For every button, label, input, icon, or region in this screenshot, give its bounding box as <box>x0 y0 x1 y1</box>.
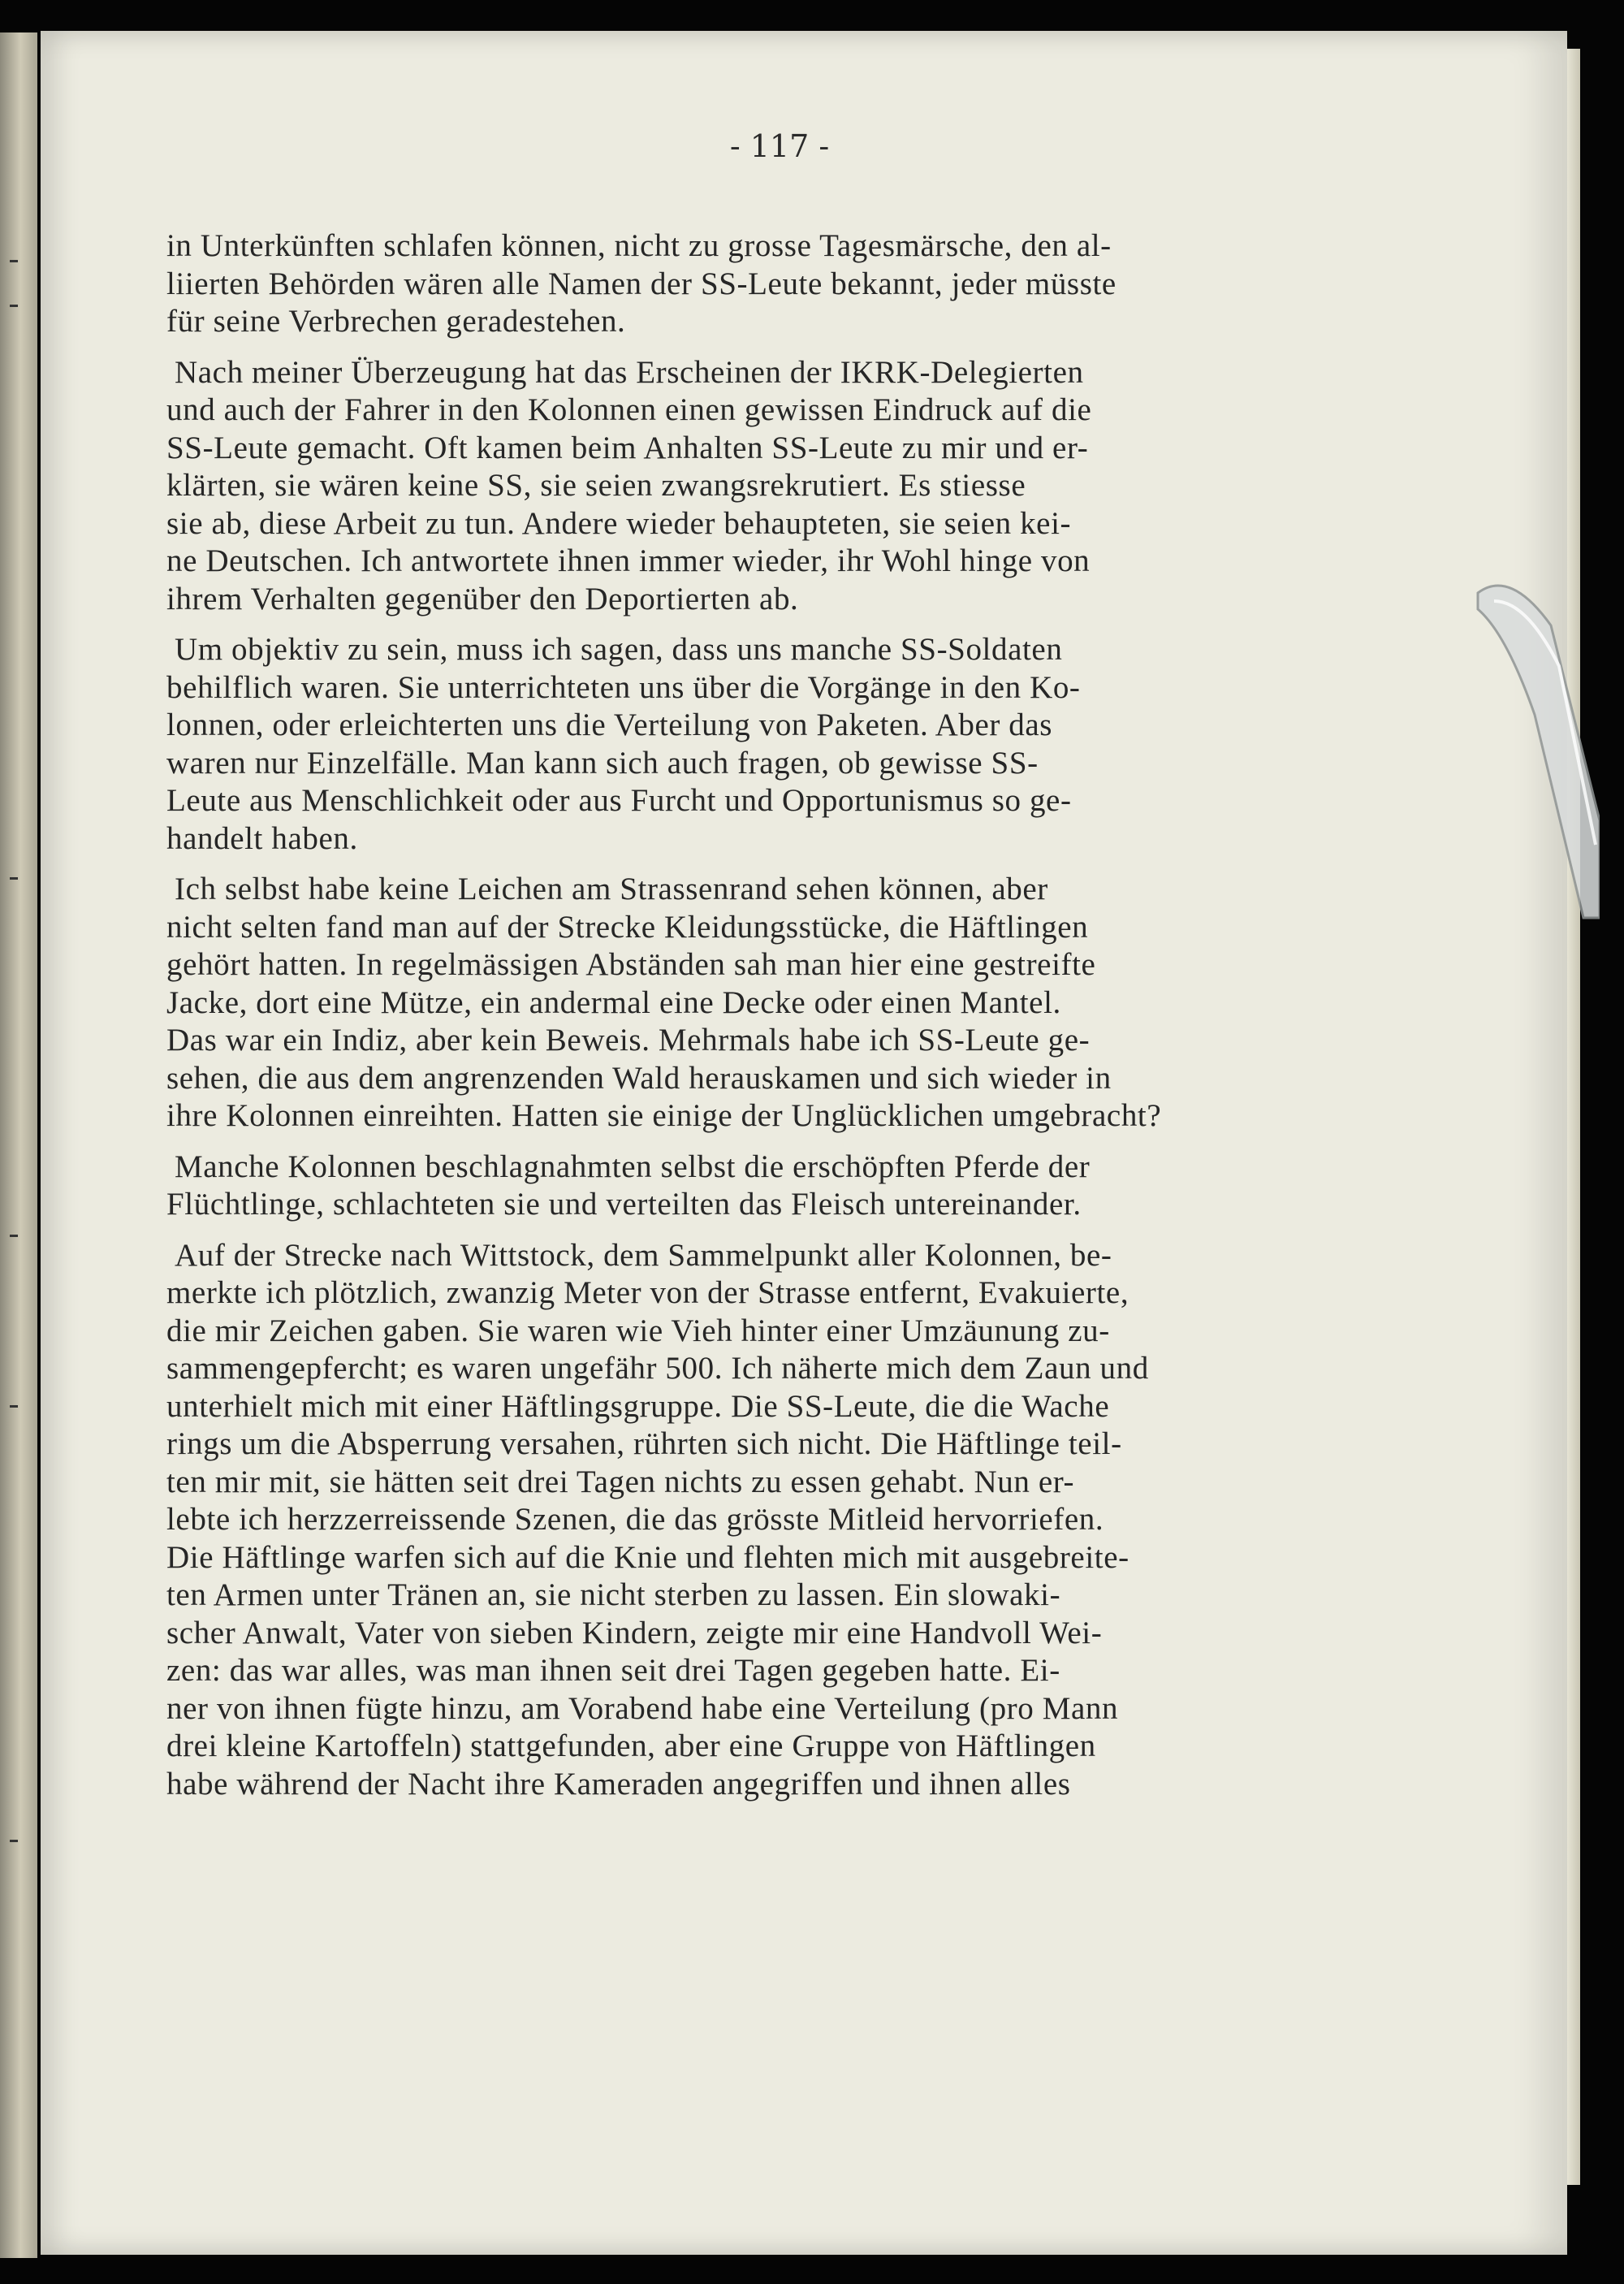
text-line: Ich selbst habe keine Leichen am Strassenrand sehen können, aber <box>175 872 1048 906</box>
text-line: ten mir mit, sie hätten seit drei Tagen nichts zu essen gehabt. Nun er- <box>166 1464 1075 1499</box>
text-line: handelt haben. <box>166 820 358 856</box>
text-line: Die Häftlinge warfen sich auf die Knie und flehten mich mit ausgebreite- <box>166 1539 1129 1575</box>
paragraph-6 <box>166 1237 1384 1804</box>
text-line: klärten, sie wären keine SS, sie seien zwangsrekrutiert. Es stiesse <box>166 468 1026 503</box>
text-line: scher Anwalt, Vater von sieben Kindern, zeigte mir eine Handvoll Wei- <box>166 1615 1103 1650</box>
text-line: Nach meiner Überzeugung hat das Erscheinen der IKRK-Delegierten <box>175 354 1084 390</box>
paragraph-4 <box>166 871 1384 1136</box>
text-line: Manche Kolonnen beschlagnahmten selbst die erschöpften Pferde der <box>175 1148 1091 1184</box>
text-line: Das war ein Indiz, aber kein Beweis. Mehrmals habe ich SS-Leute ge- <box>166 1023 1091 1058</box>
text-line: merkte ich plötzlich, zwanzig Meter von der Strasse entfernt, Evakuierte, <box>166 1275 1129 1310</box>
margin-mark <box>10 260 18 262</box>
text-line: ten Armen unter Tränen an, sie nicht sterben zu lassen. Ein slowaki- <box>166 1577 1061 1612</box>
body-text <box>166 227 1384 1816</box>
text-line: die mir Zeichen gaben. Sie waren wie Vieh hinter einer Umzäunung zu- <box>166 1313 1110 1348</box>
tweezers-tool <box>1462 577 1600 934</box>
text-line: liierten Behörden wären alle Namen der SS-Leute bekannt, jeder müsste <box>166 266 1116 301</box>
margin-mark <box>10 1840 18 1842</box>
facing-page-edge <box>0 32 37 2258</box>
text-line: habe während der Nacht ihre Kameraden angegriffen und ihnen alles <box>166 1766 1071 1802</box>
text-line: Flüchtlinge, schlachteten sie und verteilten das Fleisch untereinander. <box>166 1187 1082 1222</box>
paragraph-1 <box>166 227 1384 341</box>
text-line: sehen, die aus dem angrenzenden Wald herauskamen und sich wieder in <box>166 1060 1112 1096</box>
margin-mark <box>10 1235 18 1237</box>
text-line: lonnen, oder erleichterten uns die Verteilung von Paketen. Aber das <box>166 707 1053 742</box>
text-line: und auch der Fahrer in den Kolonnen einen gewissen Eindruck auf die <box>166 392 1092 427</box>
text-line: Auf der Strecke nach Wittstock, dem Sammelpunkt aller Kolonnen, be- <box>175 1237 1112 1273</box>
text-line: unterhielt mich mit einer Häftlingsgruppe. Die SS-Leute, die die Wache <box>166 1388 1110 1424</box>
margin-mark <box>10 1405 18 1408</box>
paragraph-2 <box>166 354 1384 619</box>
text-line: waren nur Einzelfälle. Man kann sich auch fragen, ob gewisse SS- <box>166 745 1039 781</box>
text-line: ihrem Verhalten gegenüber den Deportierten ab. <box>166 581 799 616</box>
text-line: Um objektiv zu sein, muss ich sagen, dass uns manche SS-Soldaten <box>175 632 1063 667</box>
text-line: drei kleine Kartoffeln) stattgefunden, aber eine Gruppe von Häftlingen <box>166 1728 1096 1763</box>
text-line: sie ab, diese Arbeit zu tun. Andere wieder behaupteten, sie seien kei- <box>166 505 1072 541</box>
text-line: behilflich waren. Sie unterrichteten uns über die Vorgänge in den Ko- <box>166 669 1081 705</box>
text-line: zen: das war alles, was man ihnen seit drei Tagen gegeben hatte. Ei- <box>166 1653 1060 1688</box>
text-line: in Unterkünften schlafen können, nicht zu grosse Tagesmärsche, den al- <box>166 228 1112 263</box>
margin-mark <box>10 877 18 880</box>
text-line: sammengepfercht; es waren ungefähr 500. Ich näherte mich dem Zaun und <box>166 1351 1149 1386</box>
paragraph-5 <box>166 1148 1384 1224</box>
text-line: lebte ich herzzerreissende Szenen, die das grösste Mitleid hervorriefen. <box>166 1502 1104 1537</box>
text-line: Leute aus Menschlichkeit oder aus Furcht und Opportunismus so ge- <box>166 783 1072 818</box>
text-line: Jacke, dort eine Mütze, ein andermal eine Decke oder einen Mantel. <box>166 984 1061 1020</box>
paragraph-3 <box>166 631 1384 858</box>
text-line: gehört hatten. In regelmässigen Abständen sah man hier eine gestreifte <box>166 947 1096 982</box>
text-line: ihre Kolonnen einreihten. Hatten sie einige der Unglücklichen umgebracht? <box>166 1098 1162 1133</box>
text-line: SS-Leute gemacht. Oft kamen beim Anhalten SS-Leute zu mir und er- <box>166 430 1089 465</box>
tweezers-shape <box>1478 586 1600 918</box>
text-line: für seine Verbrechen geradestehen. <box>166 304 626 339</box>
text-line: ne Deutschen. Ich antwortete ihnen immer wieder, ihr Wohl hinge von <box>166 543 1091 578</box>
text-line: ner von ihnen fügte hinzu, am Vorabend habe eine Verteilung (pro Mann <box>166 1690 1119 1726</box>
text-line: nicht selten fand man auf der Strecke Kleidungsstücke, die Häftlingen <box>166 909 1089 945</box>
text-line: rings um die Absperrung versahen, rührten sich nicht. Die Häftlinge teil- <box>166 1426 1122 1461</box>
page-number: - 117 - <box>729 128 830 164</box>
margin-mark <box>10 305 18 307</box>
